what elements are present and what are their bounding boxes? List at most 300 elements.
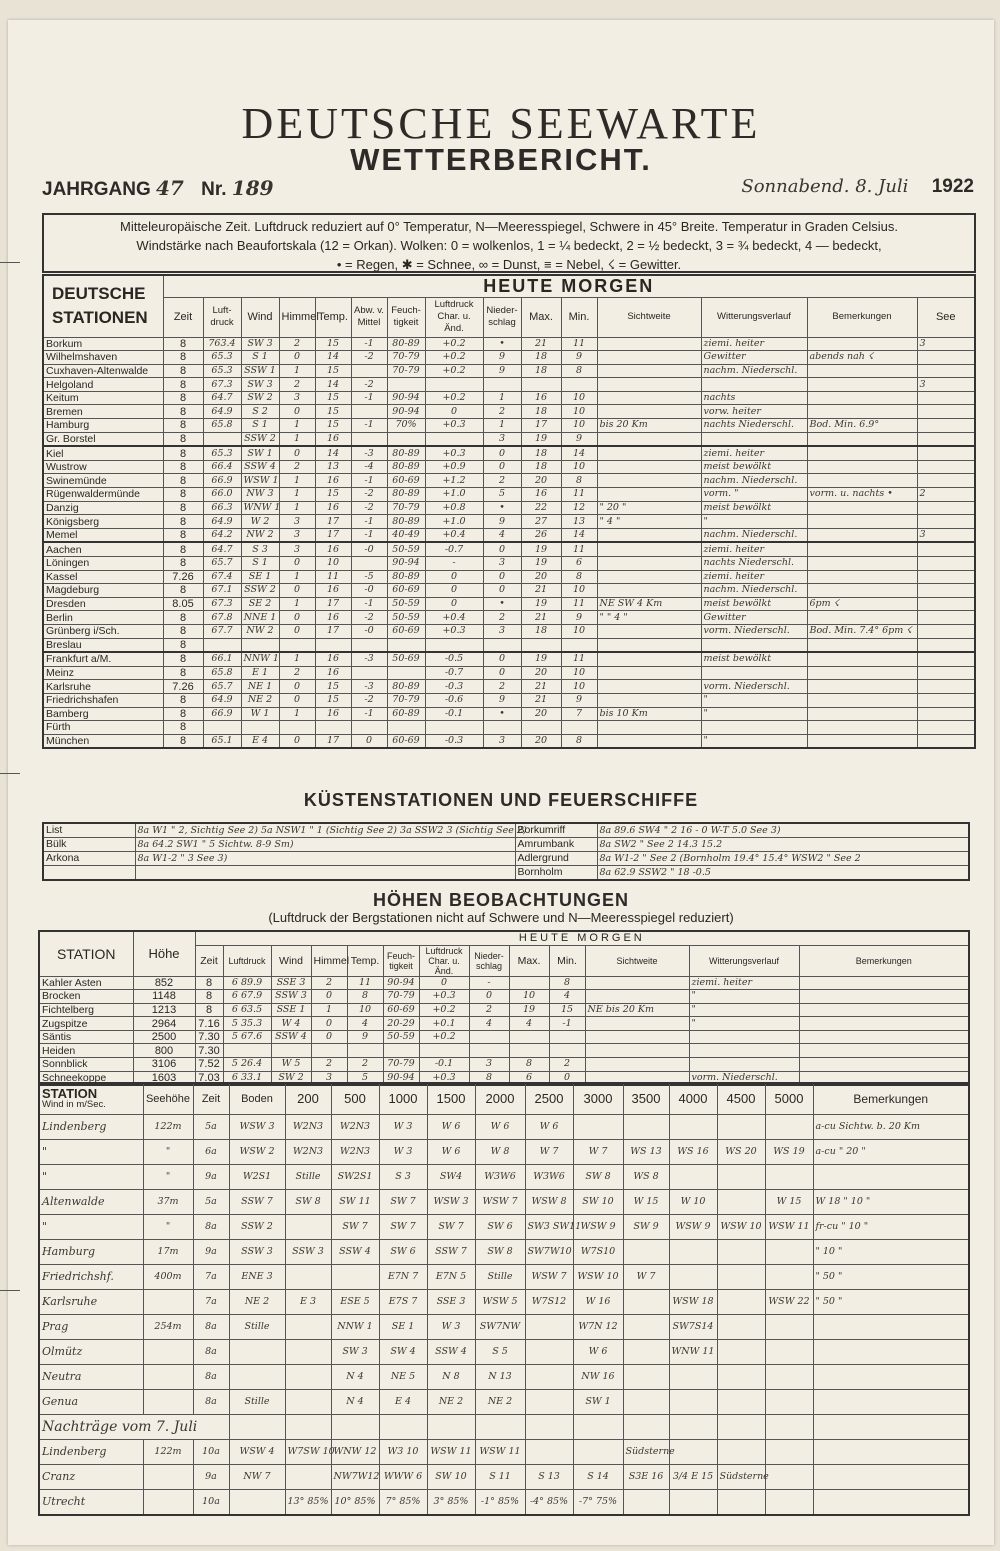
table-cell: 800 [133, 1044, 195, 1058]
table-cell: SSW 2 [241, 584, 279, 598]
table-cell: 2 [483, 405, 521, 419]
table-cell: 20 [521, 707, 561, 721]
table-cell [285, 1390, 331, 1415]
table-cell [917, 446, 975, 460]
table-cell: 5a [193, 1190, 229, 1215]
table-cell [351, 364, 387, 378]
table-cell: SW 7 [379, 1215, 427, 1240]
station-name: Kahler Asten [39, 976, 133, 990]
table-cell [597, 734, 701, 748]
table-cell [807, 528, 917, 542]
table-row [39, 1017, 969, 1031]
table-cell: +0.3 [425, 446, 483, 460]
column-header: 1000 [379, 1083, 427, 1115]
table-cell: bis 20 Km [597, 419, 701, 433]
table-cell: W 5 [271, 1058, 311, 1072]
table-cell: 18 [521, 364, 561, 378]
table-cell: 9 [561, 351, 597, 365]
table-cell: 70% [387, 419, 425, 433]
table-cell: 8 [347, 990, 383, 1004]
table-cell: W 1 [241, 707, 279, 721]
table-cell: 10a [193, 1490, 229, 1516]
table-cell [623, 1390, 669, 1415]
table-cell [765, 1365, 813, 1390]
table-cell: WSW 1 [241, 474, 279, 488]
station-name: Cuxhaven-Altenwalde [43, 364, 163, 378]
station-name: Nachträge vom 7. Juli [39, 1415, 229, 1440]
table-row [39, 1315, 969, 1340]
table-cell: 80-89 [387, 488, 425, 502]
table-cell: 50-59 [387, 542, 425, 556]
table-cell: S 3 [379, 1165, 427, 1190]
table-cell: 10 [561, 460, 597, 474]
table-cell: meist bewölkt [701, 501, 807, 515]
table-cell [917, 405, 975, 419]
column-header: Luftdruck Char. u. Änd. [425, 297, 483, 337]
column-header: Max. [509, 945, 549, 976]
table-cell: 21 [521, 693, 561, 707]
table-cell: 8 [509, 1058, 549, 1072]
german-stations-table [42, 274, 976, 749]
table-cell: -1 [351, 474, 387, 488]
station-name: Bremen [43, 405, 163, 419]
table-cell: 26 [521, 528, 561, 542]
table-cell: 3 [483, 557, 521, 571]
table-cell: E 1 [241, 666, 279, 680]
table-cell [689, 1058, 799, 1072]
table-cell [917, 351, 975, 365]
table-cell: 64.9 [203, 515, 241, 529]
column-header: 4500 [717, 1083, 765, 1115]
table-cell [717, 1190, 765, 1215]
table-cell: 2 [483, 680, 521, 694]
table-row [39, 1390, 969, 1415]
table-cell: Stille [285, 1165, 331, 1190]
table-cell: 7.03 [195, 1071, 223, 1085]
station-name: Frankfurt a/M. [43, 652, 163, 666]
table-cell: 0 [425, 597, 483, 611]
table-cell: 2 [469, 1003, 509, 1017]
table-row [39, 976, 969, 990]
jahrgang-line [42, 176, 274, 201]
table-row [43, 337, 975, 351]
table-cell: nachts [701, 391, 807, 405]
table-cell [425, 432, 483, 446]
table-cell: W 18 " 10 " [813, 1190, 969, 1215]
table-cell [807, 666, 917, 680]
table-row [39, 1490, 969, 1516]
table-cell: SSE 1 [271, 1003, 311, 1017]
table-cell: 8 [163, 557, 203, 571]
station-name: Säntis [39, 1030, 133, 1044]
table-cell [917, 584, 975, 598]
table-cell: S 1 [241, 351, 279, 365]
table-cell: SW 6 [475, 1215, 525, 1240]
table-cell: 0 [425, 405, 483, 419]
table-cell: 0 [419, 976, 469, 990]
table-cell [813, 1165, 969, 1190]
table-cell: 16 [315, 652, 351, 666]
table-cell [807, 474, 917, 488]
table-cell: 7 [561, 707, 597, 721]
table-cell: 122m [143, 1115, 193, 1140]
table-cell: SW 1 [573, 1390, 623, 1415]
table-cell: 1 [483, 391, 521, 405]
table-cell: NNE 1 [241, 611, 279, 625]
table-cell [475, 1415, 525, 1440]
table-cell: -1 [351, 419, 387, 433]
table-cell [311, 1044, 347, 1058]
table-row [39, 1365, 969, 1390]
table-cell [813, 1390, 969, 1415]
table-cell: 8 [195, 976, 223, 990]
table-cell [561, 638, 597, 652]
table-cell [419, 1044, 469, 1058]
column-header: Wind [241, 297, 279, 337]
table-cell: 0 [483, 584, 521, 598]
table-cell [917, 721, 975, 735]
table-row [43, 474, 975, 488]
table-cell: 21 [521, 584, 561, 598]
table-cell: E7N 5 [427, 1265, 475, 1290]
table-cell [717, 1365, 765, 1390]
table-row [43, 734, 975, 748]
table-cell: nachm. Niederschl. [701, 528, 807, 542]
table-cell: bis 10 Km [597, 707, 701, 721]
table-cell: 11 [315, 570, 351, 584]
column-header: 2000 [475, 1083, 525, 1115]
table-cell [917, 501, 975, 515]
table-cell [597, 528, 701, 542]
station-name: Olmütz [39, 1340, 143, 1365]
table-row [39, 1003, 969, 1017]
column-header: Witterungsverlauf [701, 297, 807, 337]
table-cell: 4 [469, 1017, 509, 1031]
table-row [43, 515, 975, 529]
table-cell: 1 [279, 432, 315, 446]
table-cell: nachts Niederschl. [701, 557, 807, 571]
table-cell [271, 1044, 311, 1058]
station-name: Wustrow [43, 460, 163, 474]
table-cell: 5 26.4 [223, 1058, 271, 1072]
table-cell: 11 [347, 976, 383, 990]
table-cell: 16 [315, 707, 351, 721]
table-cell: 15 [315, 405, 351, 419]
table-cell [143, 1390, 193, 1415]
table-cell: " [689, 1017, 799, 1031]
table-cell: NW7W12 [331, 1465, 379, 1490]
table-cell [315, 721, 351, 735]
table-row [43, 378, 975, 392]
table-cell [143, 1365, 193, 1390]
table-cell [241, 638, 279, 652]
table-cell: 2 [311, 976, 347, 990]
table-row [39, 990, 969, 1004]
table-cell: 2 [917, 488, 975, 502]
table-cell: 3/4 E 15 [669, 1465, 717, 1490]
table-cell: W 6 [573, 1340, 623, 1365]
table-cell: 19 [509, 1003, 549, 1017]
table-cell: 3 [469, 1058, 509, 1072]
table-cell: 0 [279, 734, 315, 748]
table-cell: -5 [351, 570, 387, 584]
table-cell: 16 [315, 474, 351, 488]
notes-line-2: Windstärke nach Beaufortskala (12 = Orkan). Wolken: 0 = wolkenlos, 1 = ¼ bedeckt, 2 = ½ bedeckt, 3 = ¾ bedeckt, 4 — bedeckt, [136, 238, 882, 253]
table-cell: +0.3 [419, 1071, 469, 1085]
table-cell [917, 515, 975, 529]
table-cell: 60-69 [387, 474, 425, 488]
table-cell: 16 [315, 501, 351, 515]
table-cell: 1 [279, 488, 315, 502]
station-name: Breslau [43, 638, 163, 652]
table-cell: 9 [483, 351, 521, 365]
table-cell: " 4 " [597, 515, 701, 529]
table-cell: SSW 4 [331, 1240, 379, 1265]
table-cell [525, 1390, 573, 1415]
table-cell: ENE 3 [229, 1265, 285, 1290]
table-cell: 10 [561, 584, 597, 598]
table-cell: -0.3 [425, 680, 483, 694]
table-cell: W 7 [623, 1265, 669, 1290]
table-cell: 8 [163, 405, 203, 419]
table-row [43, 542, 975, 556]
table-cell: 0 [469, 990, 509, 1004]
table-cell [623, 1240, 669, 1265]
column-header: Temp. [315, 297, 351, 337]
table-cell [597, 721, 701, 735]
table-cell: 6 67.9 [223, 990, 271, 1004]
table-cell [549, 1044, 585, 1058]
table-cell: 67.3 [203, 378, 241, 392]
table-cell: 8 [163, 734, 203, 748]
table-cell: NE bis 20 Km [585, 1003, 689, 1017]
table-cell: 1 [279, 570, 315, 584]
table-cell: -1 [549, 1017, 585, 1031]
table-cell [623, 1490, 669, 1516]
table-cell [917, 364, 975, 378]
table-cell: SW 7 [331, 1215, 379, 1240]
column-header: Bemerkungen [799, 945, 969, 976]
table-cell [521, 721, 561, 735]
table-cell: 16 [315, 611, 351, 625]
table-row [39, 1215, 969, 1240]
table-cell [597, 652, 701, 666]
station-name: Kassel [43, 570, 163, 584]
table-cell [717, 1440, 765, 1465]
column-header: Zeit [195, 945, 223, 976]
table-cell: WSW 11 [765, 1215, 813, 1240]
station-name: Lindenberg [39, 1440, 143, 1465]
table-cell: 0 [279, 693, 315, 707]
column-header: Zeit [193, 1083, 229, 1115]
table-cell [807, 693, 917, 707]
table-cell: 80-89 [387, 570, 425, 584]
table-cell: SSW 3 [271, 990, 311, 1004]
table-cell: 9 [347, 1030, 383, 1044]
table-cell: +0.1 [419, 1017, 469, 1031]
station-name: Schneekoppe [39, 1071, 133, 1085]
table-cell: SW7S14 [669, 1315, 717, 1340]
table-cell: W2N3 [331, 1140, 379, 1165]
table-row [43, 597, 975, 611]
table-cell: 17 [315, 624, 351, 638]
table-cell: " [701, 707, 807, 721]
table-row [43, 584, 975, 598]
table-cell: 70-79 [387, 364, 425, 378]
column-header: Sichtweite [585, 945, 689, 976]
table-cell: S 1 [241, 557, 279, 571]
table-cell: Stille [229, 1315, 285, 1340]
column-header: 3000 [573, 1083, 623, 1115]
table-cell: Stille [229, 1390, 285, 1415]
table-cell: 8 [163, 474, 203, 488]
table-cell: ziemi. heiter [701, 542, 807, 556]
table-row [43, 721, 975, 735]
column-header: Luftdruck Char. u. Änd. [419, 945, 469, 976]
table-cell: +0.2 [419, 1030, 469, 1044]
table-cell [765, 1390, 813, 1415]
table-cell: WWW 6 [379, 1465, 427, 1490]
table-cell [799, 976, 969, 990]
table-cell: +0.2 [425, 391, 483, 405]
table-cell: Südsterne [623, 1440, 669, 1465]
table-cell: W2N3 [285, 1115, 331, 1140]
table-cell [597, 680, 701, 694]
observation: 8a W1-2 " See 2 (Bornholm 19.4° 15.4° WSW2 " See 2 [597, 852, 969, 866]
station-name: List [43, 823, 135, 838]
station-name: Löningen [43, 557, 163, 571]
table-row [43, 707, 975, 721]
observation: 8a 89.6 SW4 " 2 16 - 0 W-T 5.0 See 3) [597, 823, 969, 838]
table-cell [223, 1044, 271, 1058]
table-cell: 65.3 [203, 446, 241, 460]
table-cell: SW 6 [379, 1240, 427, 1265]
table-cell: " 50 " [813, 1290, 969, 1315]
margin-mark [0, 262, 20, 263]
table-cell: 15 [315, 680, 351, 694]
table-cell: 7.30 [195, 1044, 223, 1058]
station-name: Utrecht [39, 1490, 143, 1516]
table-cell: 17 [315, 528, 351, 542]
table-cell: 16 [315, 666, 351, 680]
table-cell: WSW 22 [765, 1290, 813, 1315]
table-cell [585, 990, 689, 1004]
table-cell: W2N3 [285, 1140, 331, 1165]
table-cell [669, 1240, 717, 1265]
station-name: Hamburg [39, 1240, 143, 1265]
table-cell [669, 1415, 717, 1440]
table-cell: 0 [351, 734, 387, 748]
table-cell [813, 1465, 969, 1490]
table-cell [623, 1415, 669, 1440]
table-cell: 8 [469, 1071, 509, 1085]
table-cell: NNW 1 [241, 652, 279, 666]
table-cell: " [701, 734, 807, 748]
station-name: Königsberg [43, 515, 163, 529]
table-cell: ziemi. heiter [689, 976, 799, 990]
table-cell: 3 [483, 624, 521, 638]
table-row [43, 419, 975, 433]
table-cell: 15 [315, 337, 351, 351]
table-cell [917, 432, 975, 446]
table-cell: SSE 3 [427, 1290, 475, 1315]
table-cell: nachm. Niederschl. [701, 584, 807, 598]
table-cell [669, 1490, 717, 1516]
table-cell: W3W6 [475, 1165, 525, 1190]
table-cell [701, 638, 807, 652]
table-cell [351, 638, 387, 652]
table-cell: 15 [315, 419, 351, 433]
table-cell: W 3 [379, 1115, 427, 1140]
observation: 8a W1 " 2, Sichtig See 2) 5a NSW1 " 1 (Sichtig See 2) 3a SSW2 3 (Sichtig See 2) [135, 823, 515, 838]
table-cell: 16 [315, 584, 351, 598]
table-cell: -4° 85% [525, 1490, 573, 1516]
table-cell [285, 1365, 331, 1390]
station-name: Borkum [43, 337, 163, 351]
station-name: Zugspitze [39, 1017, 133, 1031]
table-cell: -0.5 [425, 652, 483, 666]
table-cell: 9 [561, 693, 597, 707]
table-cell: 7a [193, 1265, 229, 1290]
column-header: 4000 [669, 1083, 717, 1115]
table-cell: 3 [917, 378, 975, 392]
wind-station-heading [39, 1083, 143, 1115]
table-row [39, 1190, 969, 1215]
table-cell: WSW 4 [229, 1440, 285, 1465]
table-cell: -0 [351, 624, 387, 638]
table-cell [597, 405, 701, 419]
table-cell: " " 4 " [597, 611, 701, 625]
table-cell: 18 [521, 446, 561, 460]
table-cell: 2 [279, 460, 315, 474]
table-cell: SW 8 [475, 1240, 525, 1265]
table-cell: 65.1 [203, 734, 241, 748]
column-header: Max. [521, 297, 561, 337]
table-cell: SW2S1 [331, 1165, 379, 1190]
table-cell: 80-89 [387, 460, 425, 474]
table-cell: 3 [311, 1071, 347, 1085]
nr-label: Nr. [201, 179, 227, 200]
table-cell: S 2 [241, 405, 279, 419]
table-cell: 0 [425, 570, 483, 584]
observation: 8a 64.2 SW1 " 5 Sichtw. 8-9 Sm) [135, 838, 515, 852]
station-name: " [39, 1140, 143, 1165]
table-cell: ESE 5 [331, 1290, 379, 1315]
table-cell [425, 721, 483, 735]
report-page [8, 20, 994, 1545]
table-cell: 8 [163, 515, 203, 529]
table-cell: " 50 " [813, 1265, 969, 1290]
table-cell [241, 721, 279, 735]
table-cell [669, 1365, 717, 1390]
table-cell: W 6 [525, 1115, 573, 1140]
table-cell [229, 1415, 285, 1440]
table-cell [917, 734, 975, 748]
table-cell [285, 1340, 331, 1365]
table-cell: +1.0 [425, 515, 483, 529]
table-cell [669, 1440, 717, 1465]
table-cell [597, 364, 701, 378]
table-cell [917, 460, 975, 474]
table-cell: 10a [193, 1440, 229, 1465]
station-name: Lindenberg [39, 1115, 143, 1140]
table-row [43, 638, 975, 652]
table-cell: 60-89 [387, 707, 425, 721]
table-cell: 19 [521, 597, 561, 611]
table-cell [285, 1415, 331, 1440]
table-cell: WSW 7 [475, 1190, 525, 1215]
hoehen-subtitle: (Luftdruck der Bergstationen nicht auf Schwere und N—Meeresspiegel reduziert) [268, 910, 734, 925]
